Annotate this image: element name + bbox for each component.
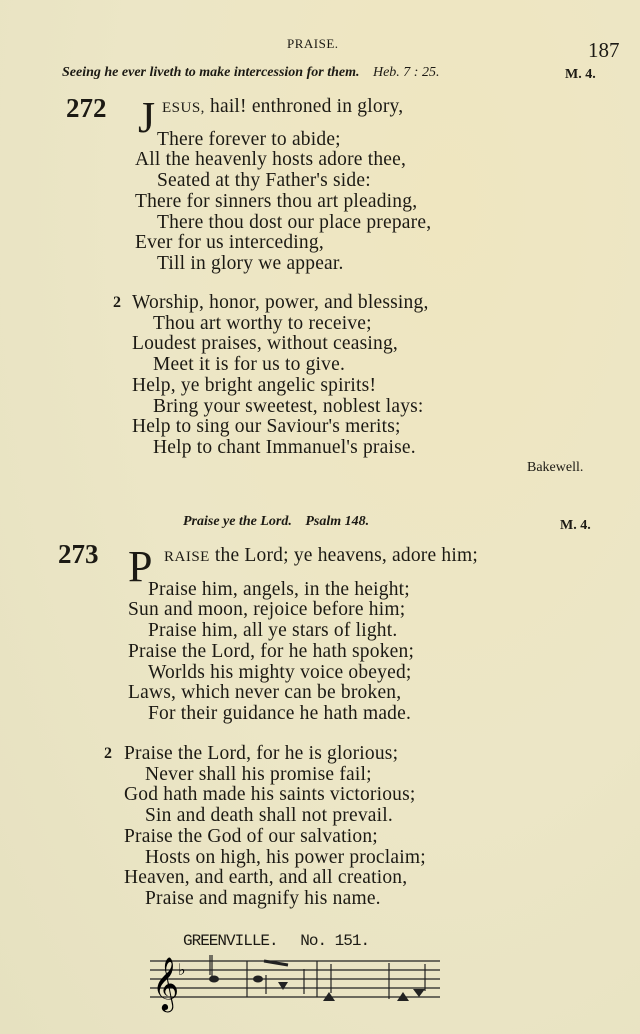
scripture-reference: Heb. 7 : 25.	[372, 65, 440, 80]
first-word: ESUS,	[162, 100, 205, 116]
scripture-text: Seeing he ever liveth to make intercession for them.	[62, 65, 360, 80]
hymn-272-author: Bakewell.	[527, 460, 584, 475]
verse-line: Praise him, all ye stars of light.	[148, 620, 398, 642]
verse-line: Worlds his mighty voice obeyed;	[148, 661, 412, 683]
verse-line: Sun and moon, rejoice before him;	[128, 599, 406, 621]
hymn-273-meter: M. 4.	[560, 518, 591, 533]
note	[413, 989, 425, 997]
first-line-rest: the Lord; ye heavens, adore him;	[209, 545, 478, 566]
verse-line: Never shall his promise fail;	[145, 763, 372, 785]
verse-line: Praise him, angels, in the height;	[148, 578, 410, 600]
stanza-number: 2	[113, 294, 121, 311]
verse-line: Worship, honor, power, and blessing,	[132, 292, 429, 313]
hymn-272-number: 272	[66, 93, 107, 123]
verse-line: Praise the Lord, for he hath spoken;	[128, 640, 415, 662]
verse-line: Thou art worthy to receive;	[153, 312, 372, 334]
drop-cap: P	[128, 542, 153, 591]
stanza-number: 2	[104, 745, 112, 762]
note	[278, 982, 288, 990]
note	[253, 976, 263, 983]
verse-line: There for sinners thou art pleading,	[135, 190, 418, 212]
hymn-273-scripture	[183, 514, 369, 530]
verse-line: For their guidance he hath made.	[148, 702, 412, 724]
first-line-rest: hail! enthroned in glory,	[204, 96, 404, 117]
hymn-273-number: 273	[58, 539, 99, 569]
page-number: 187	[588, 38, 620, 62]
running-title: PRAISE.	[287, 36, 339, 51]
scripture-reference: Psalm 148.	[305, 514, 370, 529]
hymn-272-scripture	[62, 65, 439, 81]
verse-line: Loudest praises, without ceasing,	[132, 333, 399, 355]
tune-name: GREENVILLE.	[183, 932, 278, 950]
drop-cap: J	[138, 93, 156, 142]
verse-line: Hosts on high, his power proclaim;	[145, 846, 426, 868]
verse-line: Seated at thy Father's side:	[157, 170, 371, 192]
verse-line: Heaven, and earth, and all creation,	[124, 867, 408, 889]
verse-line: Praise the Lord, for he is glorious;	[124, 743, 399, 764]
verse-line: Till in glory we appear.	[157, 252, 344, 274]
verse-line: Sin and death shall not prevail.	[145, 805, 393, 827]
verse-line: Help to chant Immanuel's praise.	[153, 436, 416, 458]
music-staff-incipit	[150, 955, 445, 1025]
tune-number: No. 151.	[300, 932, 370, 950]
verse-line: Help to sing our Saviour's merits;	[132, 416, 401, 438]
treble-clef-icon: 𝄞	[152, 956, 180, 1010]
verse-line: Praise and magnify his name.	[145, 887, 381, 909]
verse-line: Praise the God of our salvation;	[124, 825, 378, 847]
verse-line: Meet it is for us to give.	[153, 354, 346, 376]
verse-line: All the heavenly hosts adore thee,	[135, 149, 407, 171]
scripture-text: Praise ye the Lord.	[183, 514, 292, 529]
verse-line: Ever for us interceding,	[135, 232, 324, 254]
hymn-272-meter: M. 4.	[565, 67, 596, 82]
flat-icon: ♭	[178, 960, 186, 979]
verse-line: Bring your sweetest, noblest lays:	[153, 395, 424, 417]
verse-line: There forever to abide;	[157, 128, 341, 150]
verse-line: Laws, which never can be broken,	[128, 682, 402, 704]
verse-line: There thou dost our place prepare,	[157, 211, 432, 233]
verse-line: God hath made his saints victorious;	[124, 784, 416, 806]
note	[209, 976, 219, 983]
tune-heading	[183, 932, 369, 950]
first-word: RAISE	[164, 549, 210, 565]
verse-line: Help, ye bright angelic spirits!	[132, 374, 377, 396]
